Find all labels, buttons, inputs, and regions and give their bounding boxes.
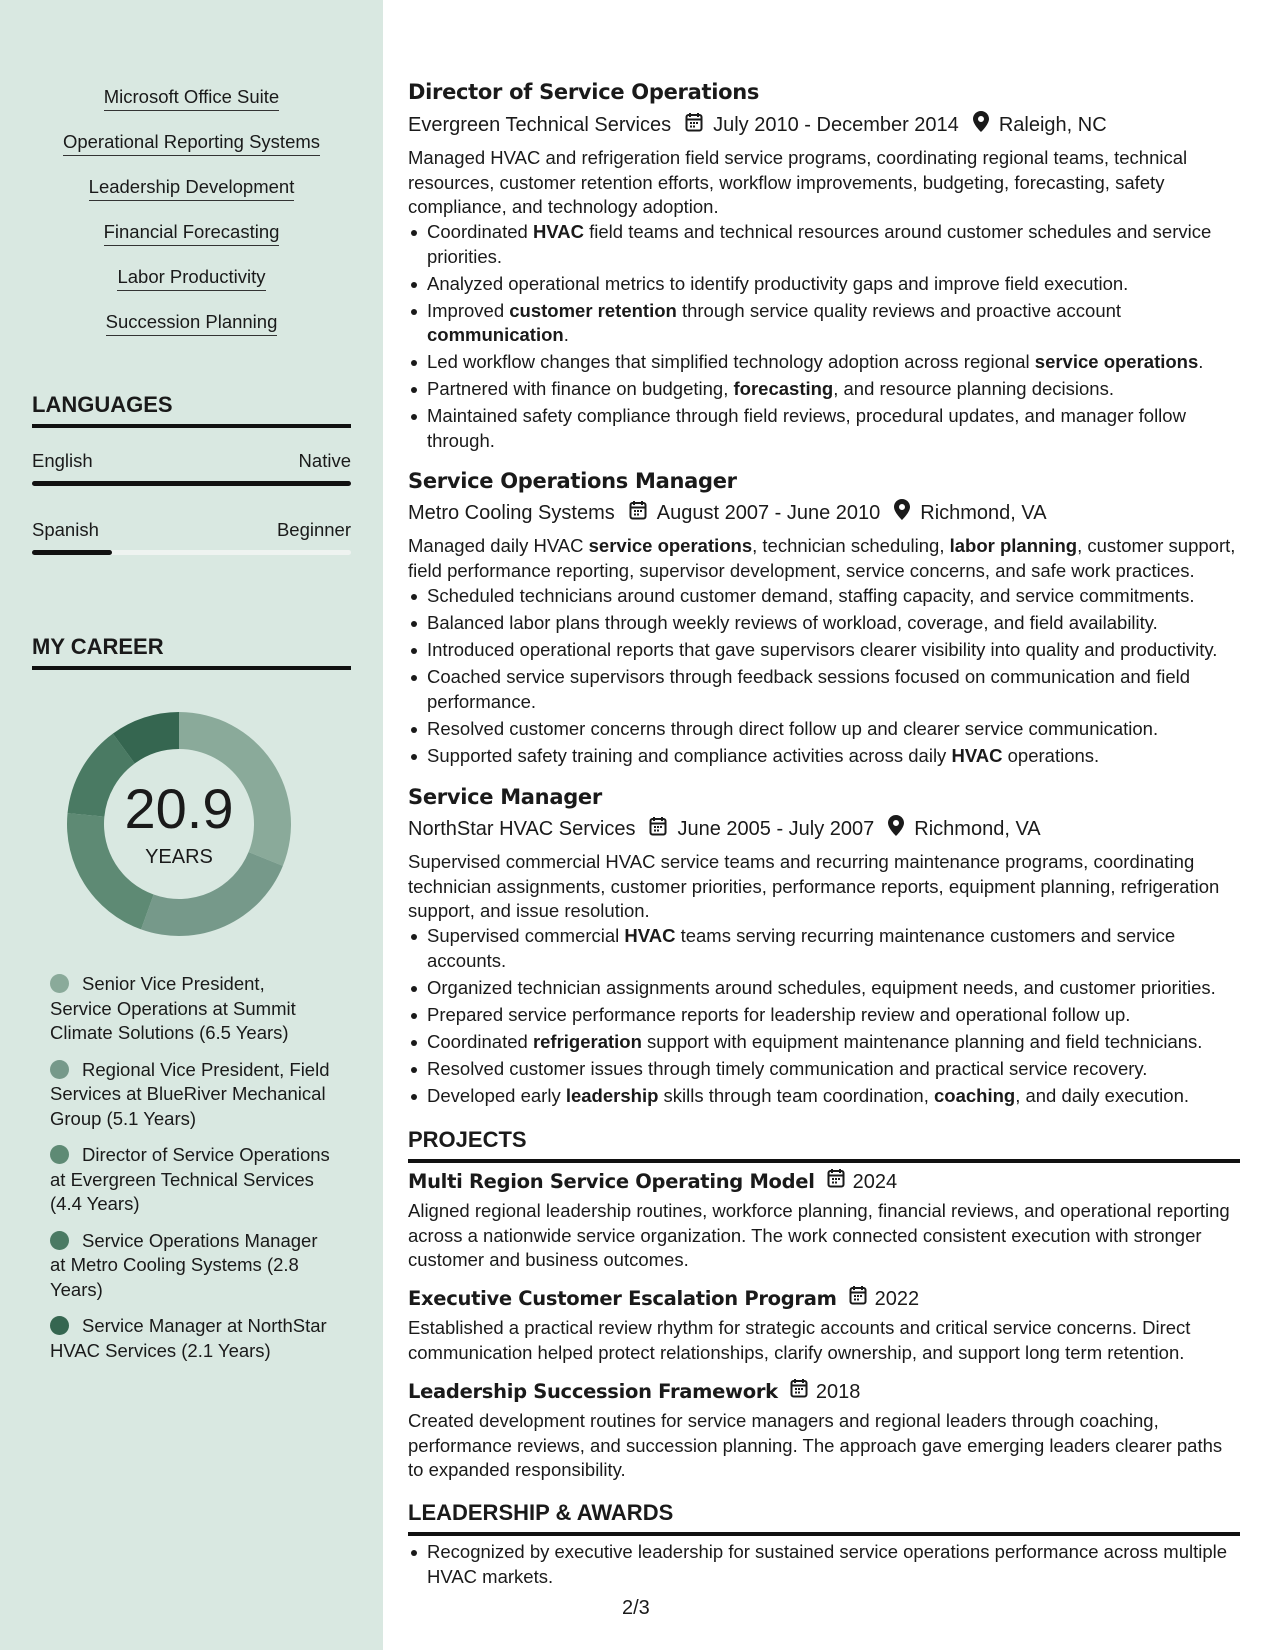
career-heading: MY CAREER [32, 634, 351, 670]
career-legend-item [50, 972, 330, 1046]
career-legend [50, 972, 330, 1375]
job-bullet: Supported safety training and compliance activities across daily HVAC operations. [408, 744, 1240, 769]
project-title [408, 1168, 897, 1195]
job-dates: July 2010 - December 2014 [713, 114, 959, 136]
job-summary: Managed daily HVAC service operations, technician scheduling, labor planning, customer support, field performance reporting, supervisor development, service concerns, and safe work practices. [408, 535, 1236, 581]
legend-dot [50, 1060, 69, 1079]
awards-heading: LEADERSHIP & AWARDS [408, 1500, 1240, 1536]
skill-item: Succession Planning [106, 311, 278, 336]
career-donut-chart [66, 711, 292, 937]
job-bullet: Developed early leadership skills through team coordination, coaching, and daily execution. [408, 1084, 1240, 1109]
career-legend-text: Director of Service Operations at Evergreen Technical Services (4.4 Years) [50, 1144, 330, 1214]
job-bullet: Analyzed operational metrics to identify productivity gaps and improve field execution. [408, 272, 1240, 297]
project-name: Leadership Succession Framework [408, 1379, 778, 1403]
career-legend-item [50, 1143, 330, 1217]
skill-item: Operational Reporting Systems [63, 131, 320, 156]
map-pin-icon [888, 815, 904, 843]
job-company: Evergreen Technical Services [408, 114, 672, 136]
job-bullet: Led workflow changes that simplified technology adoption across regional service operations. [408, 350, 1240, 375]
job-location: Raleigh, NC [998, 114, 1107, 136]
job-company: NorthStar HVAC Services [408, 818, 636, 840]
job-bullet: Resolved customer issues through timely communication and practical service recovery. [408, 1057, 1240, 1082]
job-meta [408, 815, 1041, 843]
language-name: English [32, 450, 93, 471]
legend-dot [50, 1145, 69, 1164]
project-name: Multi Region Service Operating Model [408, 1169, 815, 1193]
language-row-english [32, 450, 351, 472]
job-meta [408, 111, 1107, 139]
career-total-value: 20.9 [124, 777, 234, 840]
calendar-icon [849, 1285, 867, 1312]
project-title [408, 1285, 919, 1312]
job-company: Metro Cooling Systems [408, 502, 615, 524]
sidebar [0, 0, 383, 1650]
calendar-icon [649, 816, 667, 843]
job-summary: Supervised commercial HVAC service teams and recurring maintenance programs, coordinating technician assignments, customer priorities, performance reports, equipment planning, refrigeration support, and issue resolution. [408, 851, 1220, 921]
map-pin-icon [894, 499, 910, 527]
job-title: Service Operations Manager [408, 469, 737, 493]
job-location: Richmond, VA [914, 818, 1041, 840]
job-bullet: Prepared service performance reports for leadership review and operational follow up. [408, 1003, 1240, 1028]
job-bullet: Organized technician assignments around schedules, equipment needs, and customer priorities. [408, 976, 1240, 1001]
career-legend-item [50, 1314, 330, 1363]
awards-list [408, 1540, 1240, 1592]
calendar-icon [629, 500, 647, 527]
job-bullets [408, 584, 1240, 771]
project-year: 2022 [874, 1287, 920, 1310]
career-legend-item [50, 1058, 330, 1132]
job-bullet: Coordinated refrigeration support with equipment maintenance planning and field technicians. [408, 1030, 1240, 1055]
language-bar-fill [32, 481, 351, 486]
job-location: Richmond, VA [920, 502, 1047, 524]
legend-dot [50, 1231, 69, 1250]
calendar-icon [790, 1378, 808, 1405]
page-number: 2/3 [622, 1597, 650, 1619]
skill-item: Labor Productivity [117, 266, 265, 291]
career-total-unit: YEARS [145, 846, 213, 868]
language-level: Beginner [276, 519, 351, 540]
job-bullet: Improved customer retention through service quality reviews and proactive account communication. [408, 299, 1240, 348]
project-description: Aligned regional leadership routines, workforce planning, financial reviews, and operational reporting across a nationwide service organization. The work connected consistent execution with stronger customer and business outcomes. [408, 1200, 1230, 1270]
career-legend-text: Service Manager at NorthStar HVAC Services (2.1 Years) [50, 1315, 327, 1361]
languages-heading: LANGUAGES [32, 392, 351, 428]
project-year: 2018 [815, 1380, 861, 1403]
project-name: Executive Customer Escalation Program [408, 1286, 837, 1310]
language-bar-fill [32, 550, 112, 555]
language-row-spanish [32, 519, 351, 541]
skill-item: Microsoft Office Suite [104, 86, 279, 111]
skills-list [0, 86, 383, 356]
job-bullet: Resolved customer concerns through direct follow up and clearer service communication. [408, 717, 1240, 742]
job-title: Director of Service Operations [408, 80, 760, 104]
job-summary: Managed HVAC and refrigeration field service programs, coordinating regional teams, technical resources, customer retention efforts, workflow improvements, budgeting, forecasting, safety compliance, and technology adoption. [408, 147, 1188, 217]
legend-dot [50, 1316, 69, 1335]
career-legend-text: Senior Vice President, Service Operations at Summit Climate Solutions (6.5 Years) [50, 973, 296, 1043]
job-bullet: Supervised commercial HVAC teams serving recurring maintenance customers and service accounts. [408, 924, 1240, 973]
job-dates: August 2007 - June 2010 [656, 502, 881, 524]
language-name: Spanish [32, 519, 99, 540]
calendar-icon [827, 1168, 845, 1195]
language-level: Native [298, 450, 351, 471]
project-year: 2024 [852, 1170, 898, 1193]
career-legend-text: Service Operations Manager at Metro Cooling Systems (2.8 Years) [50, 1229, 318, 1300]
job-bullet: Introduced operational reports that gave supervisors clearer visibility into quality and productivity. [408, 638, 1240, 663]
job-bullet: Coordinated HVAC field teams and technical resources around customer schedules and service priorities. [408, 220, 1240, 269]
job-bullet: Maintained safety compliance through field reviews, procedural updates, and manager follow through. [408, 404, 1240, 453]
job-dates: June 2005 - July 2007 [677, 818, 875, 840]
calendar-icon [685, 112, 703, 139]
job-meta [408, 499, 1047, 527]
job-title: Service Manager [408, 785, 602, 809]
project-title [408, 1378, 860, 1405]
award-item: Recognized by executive leadership for sustained service operations performance across multiple HVAC markets. [408, 1540, 1240, 1589]
job-bullet: Scheduled technicians around customer demand, staffing capacity, and service commitments. [408, 584, 1240, 609]
career-legend-item [50, 1229, 330, 1303]
skill-item: Financial Forecasting [104, 221, 280, 246]
job-bullets [408, 220, 1240, 456]
language-bar-spanish [32, 550, 351, 555]
language-bar-english [32, 481, 351, 486]
legend-dot [50, 974, 69, 993]
career-legend-text: Regional Vice President, Field Services at BlueRiver Mechanical Group (5.1 Years) [50, 1058, 330, 1129]
skill-item: Leadership Development [89, 176, 295, 201]
job-bullet: Balanced labor plans through weekly reviews of workload, coverage, and field availability. [408, 611, 1240, 636]
map-pin-icon [973, 111, 989, 139]
project-description: Established a practical review rhythm for strategic accounts and critical service concerns. Direct communication helped protect relationships, clarify ownership, and support long term retention. [408, 1317, 1191, 1363]
job-bullets [408, 924, 1240, 1111]
projects-heading: PROJECTS [408, 1127, 1240, 1163]
job-bullet: Partnered with finance on budgeting, forecasting, and resource planning decisions. [408, 377, 1240, 402]
job-bullet: Coached service supervisors through feedback sessions focused on communication and field performance. [408, 665, 1240, 714]
project-description: Created development routines for service managers and regional leaders through coaching, performance reviews, and succession planning. The approach gave emerging leaders clearer paths to expanded responsibility. [408, 1410, 1223, 1480]
